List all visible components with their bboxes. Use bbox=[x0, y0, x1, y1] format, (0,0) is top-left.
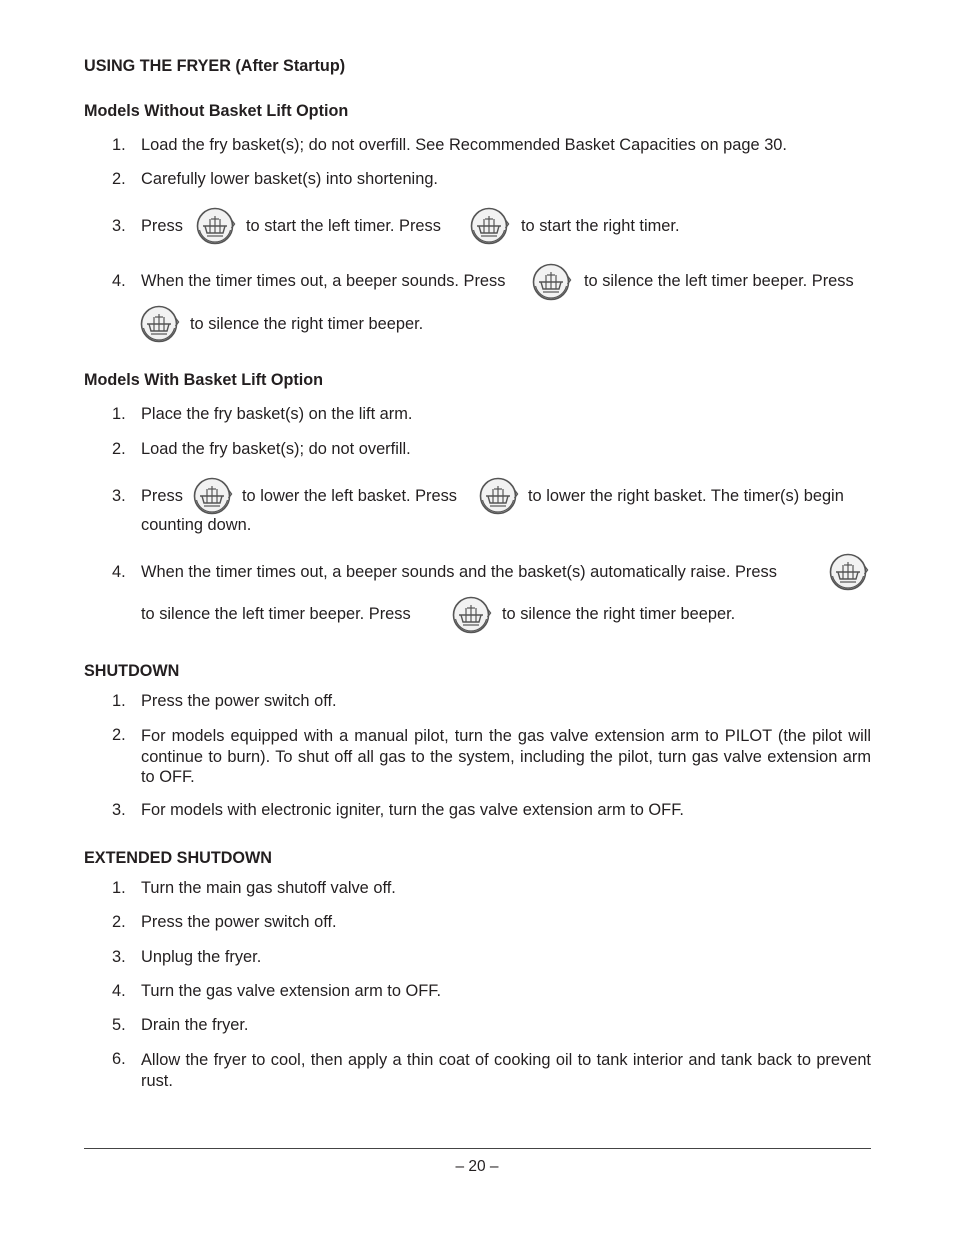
step-text: Load the fry basket(s); do not overfill. bbox=[141, 440, 411, 458]
step-text: to lower the left basket. Press bbox=[242, 487, 457, 505]
step-number: 1. bbox=[112, 879, 126, 897]
step-number: 2. bbox=[112, 440, 126, 458]
step-text: Load the fry basket(s); do not overfill. See Recommended Basket Capacities on page 30. bbox=[141, 136, 787, 154]
step-text: Press bbox=[141, 487, 183, 505]
step-number: 6. bbox=[112, 1050, 126, 1068]
step-number: 5. bbox=[112, 1016, 126, 1034]
step-number: 4. bbox=[112, 272, 126, 290]
step-number: 3. bbox=[112, 217, 126, 235]
step-text: counting down. bbox=[141, 516, 252, 534]
left-basket-timer-icon bbox=[194, 206, 238, 246]
step-text: Allow the fryer to cool, then apply a thin coat of cooking oil to tank interior and tank back to prevent rust. bbox=[141, 1051, 871, 1090]
step-number: 4. bbox=[112, 563, 126, 581]
step-text: Press bbox=[141, 217, 183, 235]
section-heading-using-fryer: USING THE FRYER (After Startup) bbox=[84, 57, 346, 75]
step-text: to silence the right timer beeper. bbox=[502, 605, 736, 623]
left-basket-timer-icon bbox=[827, 552, 871, 592]
step-text: For models equipped with a manual pilot, turn the gas valve extension arm to PILOT (the pilot will continue to burn). To shut off all gas to the system, including the pilot, turn gas valve extension arm to OFF. bbox=[141, 727, 871, 786]
step-number: 3. bbox=[112, 487, 126, 505]
step-text: to start the right timer. bbox=[521, 217, 680, 235]
step-number: 3. bbox=[112, 801, 126, 819]
step-text: to silence the left timer beeper. Press bbox=[141, 605, 411, 623]
step-number: 2. bbox=[112, 913, 126, 931]
step-text: When the timer times out, a beeper sounds and the basket(s) automatically raise. Press bbox=[141, 563, 777, 581]
step-number: 1. bbox=[112, 692, 126, 710]
right-basket-timer-icon bbox=[450, 595, 494, 635]
page-number: – 20 – bbox=[455, 1158, 499, 1175]
step-text: Turn the gas valve extension arm to OFF. bbox=[141, 982, 442, 1000]
subheading-without-basket-lift: Models Without Basket Lift Option bbox=[84, 102, 349, 120]
right-basket-lift-icon bbox=[477, 476, 521, 516]
right-basket-timer-icon bbox=[138, 304, 182, 344]
section-heading-shutdown: SHUTDOWN bbox=[84, 662, 180, 680]
step-number: 3. bbox=[112, 948, 126, 966]
footer-rule bbox=[84, 1148, 871, 1149]
step-text: Drain the fryer. bbox=[141, 1016, 249, 1034]
step-text: Press the power switch off. bbox=[141, 692, 337, 710]
step-number: 4. bbox=[112, 982, 126, 1000]
step-text: Turn the main gas shutoff valve off. bbox=[141, 879, 396, 897]
left-basket-timer-icon bbox=[530, 262, 574, 302]
step-text: When the timer times out, a beeper sounds. Press bbox=[141, 272, 506, 290]
step-text: to silence the right timer beeper. bbox=[190, 315, 424, 333]
step-number: 1. bbox=[112, 405, 126, 423]
step-text: Unplug the fryer. bbox=[141, 948, 262, 966]
step-text: to lower the right basket. The timer(s) begin bbox=[528, 487, 844, 505]
step-text: Press the power switch off. bbox=[141, 913, 337, 931]
subheading-with-basket-lift: Models With Basket Lift Option bbox=[84, 371, 324, 389]
section-heading-extended-shutdown: EXTENDED SHUTDOWN bbox=[84, 849, 272, 867]
step-text: to silence the left timer beeper. Press bbox=[584, 272, 854, 290]
step-number: 2. bbox=[112, 726, 126, 744]
step-text: to start the left timer. Press bbox=[246, 217, 441, 235]
left-basket-lift-icon bbox=[191, 476, 235, 516]
step-text: Place the fry basket(s) on the lift arm. bbox=[141, 405, 413, 423]
right-basket-timer-icon bbox=[468, 206, 512, 246]
step-text: For models with electronic igniter, turn the gas valve extension arm to OFF. bbox=[141, 801, 684, 819]
step-text: Carefully lower basket(s) into shortening. bbox=[141, 170, 438, 188]
step-number: 2. bbox=[112, 170, 126, 188]
step-number: 1. bbox=[112, 136, 126, 154]
